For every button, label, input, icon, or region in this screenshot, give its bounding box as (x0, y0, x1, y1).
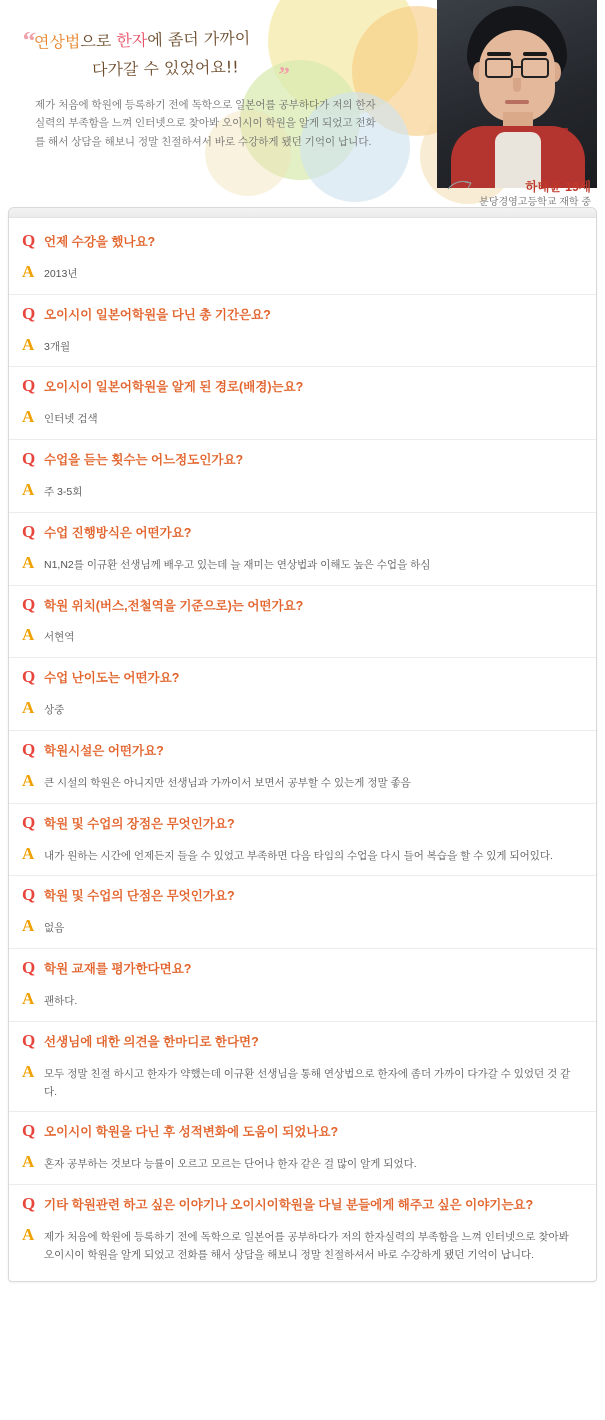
headline-text-1: 으로 (80, 31, 117, 52)
qa-item (9, 295, 596, 368)
qa-item (9, 1022, 596, 1113)
answer-row (9, 548, 596, 586)
question-text: 오이시이 일본어학원을 알게 된 경로(배경)는요? (44, 380, 304, 395)
answer-text: 모두 정말 친절 하시고 한자가 약했는데 이규환 선생님을 통해 연상법으로 한자에 좀더 가까이 다가갈 수 있었던 것 같다. (44, 1067, 571, 1098)
student-name: 하태윤 19세 (525, 180, 591, 194)
avatar (437, 0, 597, 188)
question-text: 선생님에 대한 의견을 한마디로 한다면? (44, 1034, 259, 1049)
qa-panel (8, 207, 597, 1282)
answer-mark-icon: A (22, 334, 35, 354)
question-mark-icon: Q (22, 1030, 36, 1050)
question-mark-icon: Q (22, 376, 36, 396)
question-row (9, 440, 596, 475)
question-text: 오이시이 학원을 다닌 후 성적변화에 도움이 되었나요? (44, 1125, 339, 1140)
answer-text: 혼자 공부하는 것보다 능률이 오르고 모르는 단어나 한자 같은 걸 많이 알게 되었다. (44, 1158, 417, 1171)
question-text: 학원 및 수업의 단점은 무엇인가요? (44, 889, 235, 904)
question-mark-icon: Q (22, 958, 36, 978)
question-text: 학원 위치(버스,전철역을 기준으로)는 어떤가요? (44, 598, 304, 613)
question-text: 오이시이 일본어학원을 다닌 총 기간은요? (44, 307, 271, 322)
question-text: 언제 수강을 했나요? (44, 235, 156, 249)
question-row (9, 731, 596, 766)
answer-row (9, 1147, 596, 1185)
question-row (9, 1112, 596, 1147)
answer-row (9, 911, 596, 949)
qa-item (9, 658, 596, 731)
answer-text: 제가 처음에 학원에 등록하기 전에 독학으로 일본어를 공부하다가 저의 한자실력의 부족함을 느껴 인터넷으로 찾아봐 오이시이 학원을 알게 되었고 전화를 해서 상담을 해보니 정말 친절하셔서 바로 수강하게 됐던 기억이 납니다. (44, 1231, 569, 1261)
question-mark-icon: Q (22, 594, 36, 614)
answer-text: 서현역 (44, 631, 75, 644)
question-mark-icon: Q (22, 667, 36, 687)
answer-row (9, 766, 596, 804)
question-text: 기타 학원관련 하고 싶은 이야기나 오이시이학원을 다닐 분들에게 해주고 싶은 이야기는요? (44, 1198, 534, 1213)
question-row (9, 586, 596, 621)
answer-text: N1,N2를 이규환 선생님께 배우고 있는데 늘 재미는 연상법과 이해도 높은 수업을 하심 (44, 558, 431, 571)
question-row (9, 658, 596, 693)
quote-open-icon: “ (20, 25, 38, 56)
question-mark-icon: Q (22, 812, 36, 832)
question-row (9, 1185, 596, 1220)
qa-item (9, 1185, 596, 1275)
question-mark-icon: Q (22, 1121, 36, 1141)
question-row (9, 1022, 596, 1057)
answer-mark-icon: A (22, 770, 35, 790)
arrow-icon (447, 178, 473, 192)
answer-mark-icon: A (22, 407, 35, 427)
qa-item (9, 876, 596, 949)
question-row (9, 367, 596, 402)
answer-mark-icon: A (22, 989, 35, 1009)
answer-mark-icon: A (22, 916, 35, 936)
qa-item (9, 1112, 596, 1185)
question-row (9, 295, 596, 330)
question-row (9, 222, 596, 257)
qa-item (9, 367, 596, 440)
headline-keyword-2: 한자 (116, 30, 148, 51)
qa-item (9, 949, 596, 1022)
answer-row (9, 1057, 596, 1113)
qa-item (9, 440, 596, 513)
answer-mark-icon: A (22, 698, 35, 718)
answer-mark-icon: A (22, 625, 35, 645)
header-description: 제가 처음에 학원에 등록하기 전에 독학으로 일본어를 공부하다가 저의 한자실력의 부족함을 느껴 인터넷으로 찾아봐 오이시이 학원을 알게 되었고 전화를 해서 상담을 해보니 정말 친절하셔서 바로 수강하게 됐던 기억이 납니다. (35, 99, 376, 148)
headline (34, 28, 324, 80)
answer-text: 큰 시설의 학원은 아니지만 선생님과 가까이서 보면서 공부할 수 있는게 정말 좋음 (44, 776, 411, 789)
answer-mark-icon: A (22, 1152, 35, 1172)
question-text: 수업 진행방식은 어떤가요? (44, 525, 192, 540)
answer-row (9, 984, 596, 1022)
qa-item (9, 804, 596, 877)
student-photo (437, 0, 597, 188)
answer-mark-icon: A (22, 480, 35, 500)
answer-row (9, 1220, 596, 1275)
question-row (9, 804, 596, 839)
question-text: 학원 및 수업의 장점은 무엇인가요? (44, 816, 235, 831)
question-mark-icon: Q (22, 885, 36, 905)
answer-text: 인터넷 검색 (44, 413, 98, 426)
question-row (9, 949, 596, 984)
student-info (479, 179, 591, 207)
answer-text: 괜하다. (44, 995, 78, 1008)
question-mark-icon: Q (22, 449, 36, 469)
answer-row (9, 475, 596, 513)
answer-mark-icon: A (22, 261, 35, 281)
question-text: 학원시설은 어떤가요? (44, 744, 164, 759)
panel-top-bar (9, 208, 596, 218)
qa-item (9, 513, 596, 586)
qa-item (9, 586, 596, 659)
answer-row (9, 402, 596, 440)
answer-mark-icon: A (22, 843, 35, 863)
question-row (9, 513, 596, 548)
answer-mark-icon: A (22, 1061, 35, 1081)
question-row (9, 876, 596, 911)
headline-line-2: 다가갈 수 있었어요!! (91, 57, 239, 80)
answer-text: 없음 (44, 922, 65, 935)
answer-text: 내가 원하는 시간에 언제든지 들을 수 있었고 부족하면 다음 타임의 수업을 다시 들어 복습을 할 수 있게 되어있다. (44, 849, 553, 862)
answer-text: 주 3-5회 (44, 486, 83, 499)
answer-row (9, 620, 596, 658)
qa-item (9, 731, 596, 804)
qa-list (9, 218, 596, 1281)
answer-row (9, 257, 596, 295)
testimonial-header (0, 0, 605, 207)
answer-text: 상중 (44, 704, 65, 717)
question-text: 수업 난이도는 어떤가요? (44, 671, 180, 686)
qa-item (9, 222, 596, 295)
answer-row (9, 839, 596, 877)
answer-row (9, 693, 596, 731)
question-mark-icon: Q (22, 231, 36, 250)
question-mark-icon: Q (22, 1194, 36, 1214)
answer-mark-icon: A (22, 552, 35, 572)
question-mark-icon: Q (22, 521, 36, 541)
student-school: 분당경영고등학교 재학 중 (479, 196, 591, 207)
answer-text: 3개월 (44, 340, 71, 353)
question-text: 학원 교재를 평가한다면요? (44, 962, 192, 977)
answer-mark-icon: A (22, 1225, 35, 1245)
answer-row (9, 330, 596, 368)
question-mark-icon: Q (22, 740, 36, 760)
question-mark-icon: Q (22, 303, 36, 323)
question-text: 수업을 듣는 횟수는 어느정도인가요? (44, 453, 244, 468)
quote-close-icon: ” (276, 61, 291, 88)
answer-text: 2013년 (44, 267, 78, 280)
headline-text-2: 에 좀더 가까이 (147, 28, 251, 50)
headline-keyword-1: 연상법 (33, 32, 81, 53)
